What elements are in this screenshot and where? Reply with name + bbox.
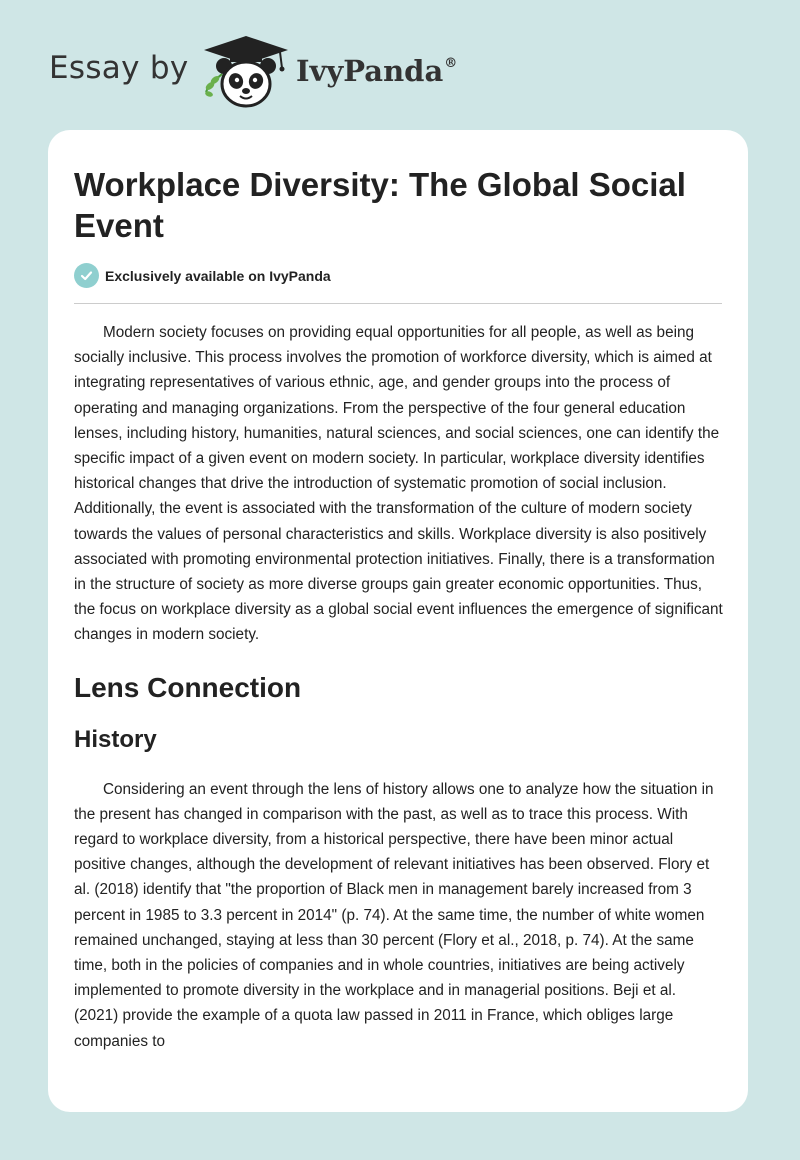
- panda-graduate-icon[interactable]: [200, 34, 292, 110]
- divider: [74, 303, 722, 304]
- history-paragraph: Considering an event through the lens of history allows one to analyze how the situation in the present has changed in comparison with the past, as well as to trace this process. With regard to workplace diversity, from a historical perspective, there have been minor actual positive changes, although the development of relevant initiatives has been observed. Flory et al. (2018) identify that "the proportion of Black men in management barely increased from 3 percent in 1985 to 3.3 percent in 2014" (p. 74). At the same time, the number of white women remained unchanged, staying at less than 30 percent (Flory et al., 2018, p. 74). At the same time, both in the policies of companies and in whole countries, initiatives are being actively implemented to promote diversity in the workplace and in managerial positions. Beji et al. (2021) provide the example of a quota law passed in 2011 in France, which obliges large companies to: [74, 780, 714, 1050]
- registered-mark: ®: [444, 56, 458, 71]
- intro-paragraph: Modern society focuses on providing equal opportunities for all people, as well as being socially inclusive. This process involves the promotion of workforce diversity, which is aimed at integrating representatives of various ethnic, age, and gender groups into the process of operating and managing organizations. From the perspective of the four general education lenses, including history, humanities, natural sciences, and social sciences, one can identify the specific impact of a given event on modern society. In particular, workplace diversity identifies historical changes that drive the introduction of systematic promotion of social inclusion. Additionally, the event is associated with the transformation of the culture of modern society towards the values of personal characteristics and skills. Workplace diversity is also positively associated with promoting environmental protection initiatives. Finally, there is a transformation in the structure of society as more diverse groups gain greater economic opportunities. Thus, the focus on workplace diversity as a global social event influences the emergence of significant changes in modern society.: [74, 324, 723, 644]
- essay-card: [48, 130, 748, 1112]
- page-title: Workplace Diversity: The Global Social Event: [74, 166, 686, 244]
- exclusive-badge: [74, 263, 331, 288]
- brand-text: IvyPanda: [296, 54, 444, 88]
- essay-body: [74, 320, 724, 1054]
- badge-label: Exclusively available on IvyPanda: [105, 267, 331, 284]
- section-heading: Lens Connection: [74, 671, 302, 703]
- subsection-heading: History: [74, 725, 157, 753]
- brand-name[interactable]: [296, 54, 457, 88]
- site-header: [0, 0, 800, 130]
- essay-by-label: Essay by: [49, 50, 189, 86]
- check-icon: [74, 263, 99, 288]
